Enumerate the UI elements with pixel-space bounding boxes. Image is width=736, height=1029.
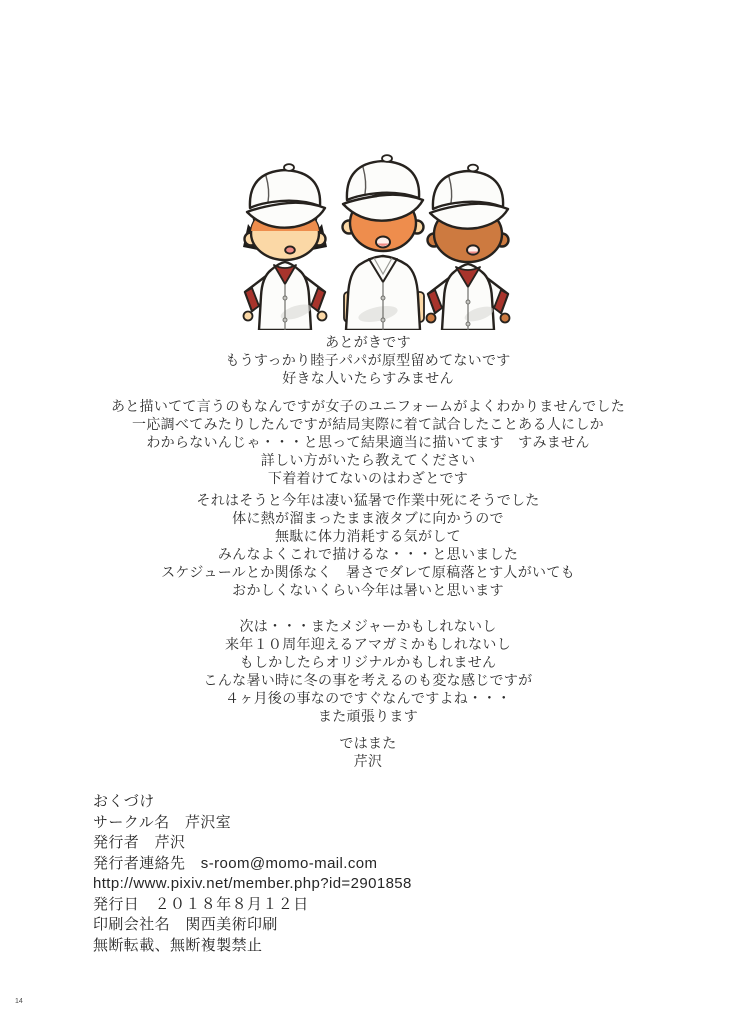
afterword-line: 詳しい方がいたら教えてください: [260, 452, 476, 468]
afterword-block-next-plans: [0, 617, 736, 725]
colophon-line: http://www.pixiv.net/member.php?id=2901858: [93, 875, 412, 892]
colophon-line: 発行者連絡先 s-room@momo-mail.com: [93, 854, 378, 872]
signature-line: 芹沢: [353, 753, 383, 769]
afterword-line: スケジュールとか関係なく 暑さでダレて原稿落とす人がいても: [161, 564, 575, 580]
colophon-line: おくづけ: [93, 793, 155, 810]
boy-right-jersey: [427, 264, 510, 330]
afterword-line: 来年１０周年迎えるアマガミかもしれないし: [225, 636, 511, 652]
afterword-block-uniform: [0, 397, 736, 487]
boy-left: [243, 164, 327, 330]
afterword-line: 好きな人いたらすみません: [282, 370, 454, 386]
afterword-line: あとがきです: [325, 334, 411, 350]
boy-middle: [343, 155, 425, 330]
colophon-line: サークル名 芹沢室: [93, 813, 232, 831]
afterword-line: あと描いてて言うのもなんですが女子のユニフォームがよくわかりませんでした: [110, 398, 626, 414]
boy-right-head: [428, 165, 509, 262]
afterword-line: もしかしたらオリジナルかもしれません: [239, 654, 497, 670]
afterword-line: みんなよくこれで描けるな・・・と思いました: [217, 546, 519, 562]
afterword-line: ４ヶ月後の事なのですぐなんですよね・・・: [225, 690, 511, 706]
afterword-line: 無駄に体力消耗する気がして: [275, 528, 461, 544]
boy-left-head: [243, 164, 327, 260]
boy-middle-cap: [343, 155, 423, 221]
afterword-block-heat: [0, 491, 736, 599]
afterword-block-intro: [0, 333, 736, 387]
page-number: 14: [15, 998, 23, 1005]
afterword-line: もうすっかり睦子パパが原型留めてないです: [225, 352, 511, 368]
colophon-line: 発行者 芹沢: [93, 834, 186, 851]
signature-block: [0, 734, 736, 770]
afterword-line: 一応調べてみたりしたんですが結局実際に着て試合したことある人にしか: [132, 416, 604, 432]
colophon-line: 印刷会社名 関西美術印刷: [93, 916, 278, 933]
boy-middle-head: [343, 155, 424, 251]
boy-left-cap: [247, 164, 325, 228]
afterword-line: 体に熱が溜まったまま液タブに向かうので: [232, 510, 504, 526]
afterword-line: わからないんじゃ・・・と思って結果適当に描いてます すみません: [146, 434, 590, 450]
boy-right: [427, 165, 510, 330]
colophon: [93, 792, 412, 956]
colophon-line: 発行日 ２０１８年８月１２日: [93, 895, 309, 913]
boy-middle-jersey: [344, 256, 424, 330]
afterword-line: こんな暑い時に冬の事を考えるのも変な感じですが: [203, 672, 533, 688]
boy-right-cap: [430, 165, 508, 229]
afterword-line: それはそうと今年は凄い猛暑で作業中死にそうでした: [196, 492, 540, 508]
afterword-line: 下着着けてないのはわざとです: [267, 470, 469, 486]
signature-line: ではまた: [339, 735, 397, 751]
baseball-boys-illustration: [228, 146, 530, 330]
boy-left-jersey: [244, 262, 327, 330]
boy-left-mouth: [285, 246, 295, 253]
afterword-line: また頑張ります: [317, 708, 419, 724]
colophon-line: 無断転載、無断複製禁止: [93, 936, 263, 954]
afterword-line: 次は・・・またメジャーかもしれないし: [239, 618, 497, 634]
afterword-line: おかしくないくらい今年は暑いと思います: [232, 582, 504, 598]
